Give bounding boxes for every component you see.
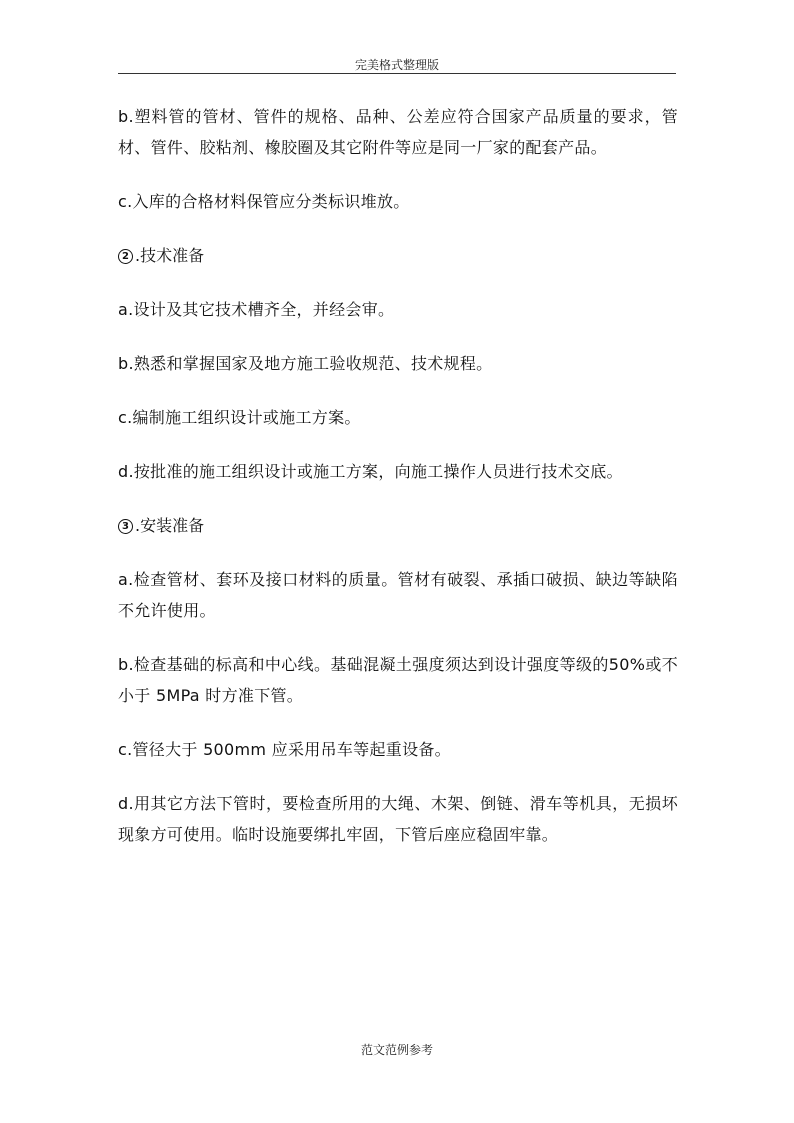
section-heading-technical [118,240,678,271]
section-heading-installation [118,510,678,541]
page-header: 完美格式整理版 [354,58,439,72]
paragraph-tech-b: b.熟悉和掌握国家及地方施工验收规范、技术规程。 [118,354,493,373]
page-footer: 范文范例参考 [360,1043,433,1057]
paragraph-install-a: a.检查管材、套环及接口材料的质量。管材有破裂、承插口破损、缺边等缺陷不允许使用。 [118,570,678,620]
paragraph-material-storage: c.入库的合格材料保管应分类标识堆放。 [118,192,410,211]
section-heading-installation-text: .安装准备 [135,516,205,535]
paragraph-tech-c: c.编制施工组织设计或施工方案。 [118,408,361,427]
paragraph-tech-a: a.设计及其它技术槽齐全，并经会审。 [118,300,395,319]
section-heading-technical-text: .技术准备 [135,246,205,265]
paragraph-pipe-spec: b.塑料管的管材、管件的规格、品种、公差应符合国家产品质量的要求，管材、管件、胶粘剂、橡胶圈及其它附件等应是同一厂家的配套产品。 [118,107,678,157]
circled-number-icon: 3 [118,519,133,534]
paragraph-install-b: b.检查基础的标高和中心线。基础混凝土强度须达到设计强度等级的50%或不小于 5MPa 时方准下管。 [118,655,678,705]
circled-number-icon: 2 [118,249,133,264]
paragraph-install-c: c.管径大于 500mm 应采用吊车等起重设备。 [118,740,451,759]
paragraph-tech-d: d.按批准的施工组织设计或施工方案，向施工操作人员进行技术交底。 [118,462,623,481]
paragraph-install-d: d.用其它方法下管时，要检查所用的大绳、木架、倒链、滑车等机具，无损坏现象方可使用。临时设施要绑扎牢固，下管后座应稳固牢靠。 [118,794,678,844]
document-body [118,101,678,873]
header-divider [118,73,676,74]
